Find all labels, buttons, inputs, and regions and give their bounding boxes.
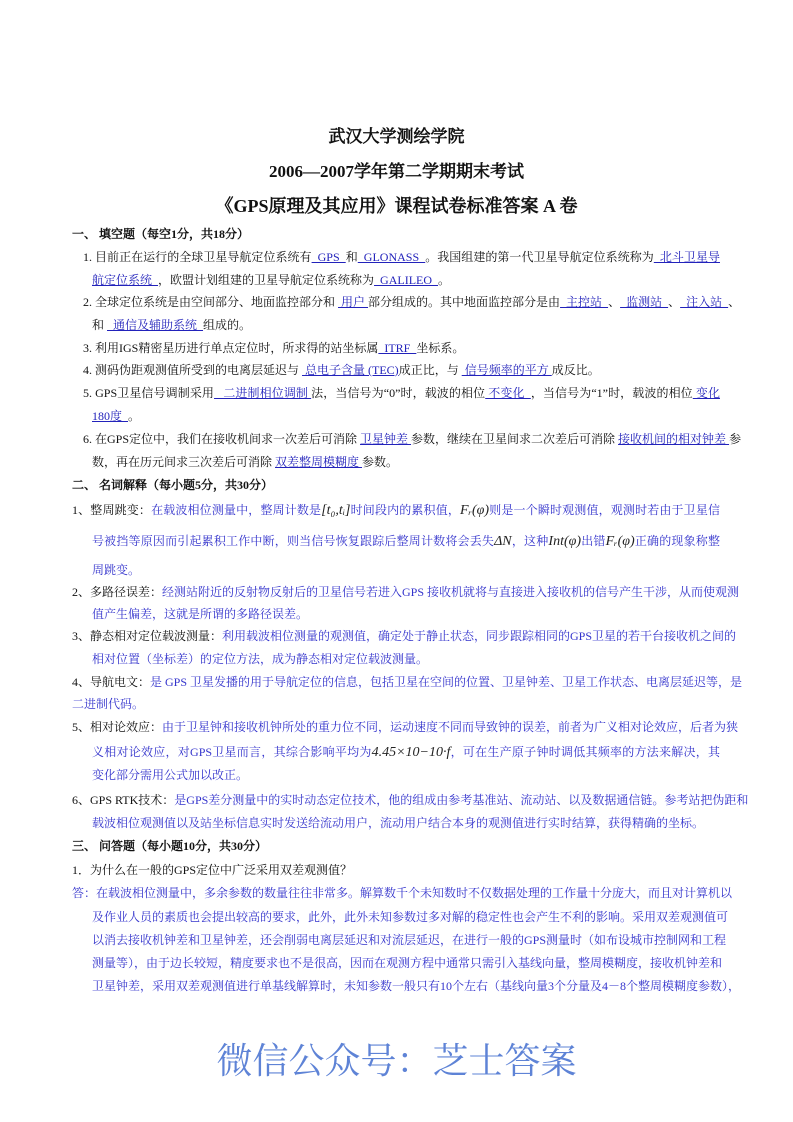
question-text: 5. GPS卫星信号调制采用 [83, 386, 215, 400]
text-line [72, 476, 273, 494]
question-text: 成正比，与 [398, 363, 462, 377]
question-text: 和 [92, 318, 108, 332]
text-line [92, 977, 741, 995]
question-text: 4. 测码伪距观测值所受到的电离层延迟与 [83, 363, 303, 377]
math-expression: Fᵣ(φ) [605, 534, 635, 549]
text-line [72, 627, 737, 645]
question-text: 参数，继续在卫星间求二次差后可消除 [411, 432, 619, 446]
answer-blank: 航定位系统 [92, 273, 159, 287]
text-line [83, 339, 464, 357]
answer-blank: 双差整周模糊度 [275, 455, 363, 469]
answer-text: 值产生偏差，这就是所谓的多路径误差。 [92, 607, 309, 621]
question-text: 。 [438, 273, 451, 287]
text-line [92, 316, 251, 334]
answer-text: 二进制代码。 [72, 697, 145, 711]
text-line [72, 861, 352, 879]
text-line [92, 908, 729, 926]
answer-text: 是GPS差分测量中的实时动态定位技术，他的组成由参考基准站、流动站、以及数据通信链。参考站把伪距和 [174, 793, 749, 807]
question-text: 成反比。 [551, 363, 600, 377]
text-line [83, 293, 741, 311]
section-heading: 二、 名词解释（每小题5分，共30分） [72, 478, 274, 492]
question-text: 、 [728, 295, 741, 309]
answer-text: 周跳变。 [92, 563, 141, 577]
text-line [92, 743, 720, 761]
answer-text: 载波相位观测值以及站坐标信息实时发送给流动用户，流动用户结合本身的观测值进行实时结算，获得精确的坐标。 [92, 816, 705, 830]
answer-text: 则是一个瞬时观测值，观测时若由于卫星信 [489, 503, 720, 517]
answer-blank: 接收机间的相对钟差 [618, 432, 730, 446]
text-line [72, 673, 743, 691]
answer-text: 在载波相位测量中，整周计数是 [151, 503, 322, 517]
answer-blank: ITRF [378, 341, 417, 355]
answer-blank: 总电子含量 (TEC) [302, 363, 399, 377]
answer-text: 及作业人员的素质也会提出较高的要求，此外，此外未知参数过多对解的稳定性也会产生不利的影响。采用双差观测值可 [92, 910, 729, 924]
question-text: 6. 在GPS定位中，我们在接收机间求一次差后可消除 [83, 432, 361, 446]
answer-text: 测量等），由于边长较短，精度要求也不是很高，因而在观测方程中通常只需引入基线向量，整周模糊度，接收机钟差和 [92, 956, 723, 970]
question-text: ，欧盟计划组建的卫星导航定位系统称为 [158, 273, 375, 287]
text-line [92, 605, 308, 623]
answer-blank: 监测站 [620, 295, 669, 309]
text-line [92, 931, 727, 949]
question-text: 3. 利用IGS精密星历进行单点定位时，所求得的站坐标属 [83, 341, 379, 355]
question-text: 组成的。 [203, 318, 252, 332]
question-text: 1．为什么在一般的GPS定位中广泛采用双差观测值？ [72, 863, 353, 877]
answer-text: 利用载波相位测量的观测值，确定处于静止状态，同步跟踪相同的GPS卫星的若干台接收机之间的 [222, 629, 737, 643]
question-text: 。我国组建的第一代卫星导航定位系统称为 [425, 250, 654, 264]
question-text: 3、静态相对定位载波测量： [72, 629, 223, 643]
text-line [72, 884, 733, 902]
section-heading: 一、 填空题（每空1分，共18分） [72, 227, 250, 241]
question-text: 部分组成的。其中地面监控部分是由 [368, 295, 561, 309]
text-line [72, 225, 249, 243]
school-title: 武汉大学测绘学院 [328, 127, 465, 146]
question-text: 数，再在历元间求三次差后可消除 [92, 455, 276, 469]
answer-text: 号被挡等原因而引起累积工作中断，则当信号恢复跟踪后整周计数将会丢失 [92, 534, 495, 548]
text-line [92, 561, 140, 579]
question-text: 1. 目前正在运行的全球卫星导航定位系统有 [83, 250, 312, 264]
answer-blank: 北斗卫星导 [653, 250, 720, 264]
math-expression: Int(φ) [548, 534, 582, 549]
answer-text: 义相对论效应，对GPS卫星而言，其综合影响平均为 [92, 745, 372, 759]
question-text: 5、相对论效应： [72, 720, 163, 734]
answer-blank: 卫星钟差 [360, 432, 412, 446]
question-text: ，当信号为“1”时，载波的相位 [530, 386, 693, 400]
answer-blank: GPS [311, 250, 346, 264]
question-text: 和 [345, 250, 358, 264]
answer-text: 经测站附近的反射物反射后的卫星信号若进入GPS 接收机就将与直接进入接收机的信号产生干涉，从而使观测 [162, 585, 740, 599]
answer-text: 由于卫星钟和接收机钟所处的重力位不同，运动速度不同而导致钟的误差，前者为广义相对论效应，后者为狭 [162, 720, 739, 734]
text-line [83, 361, 600, 379]
question-text: 参 [729, 432, 742, 446]
text-line [92, 271, 450, 289]
answer-blank: 主控站 [560, 295, 609, 309]
text-line [72, 718, 739, 736]
answer-text: 是 GPS 卫星发播的用于导航定位的信息，包括卫星在空间的位置、卫星钟差、卫星工作状态、电离层延迟等，是 [150, 675, 743, 689]
question-text: 、 [608, 295, 621, 309]
answer-blank: GLONASS [357, 250, 426, 264]
answer-text: ，可在生产原子钟时调低其频率的方法来解决，其 [450, 745, 720, 759]
text-line [92, 814, 704, 832]
text-line [72, 837, 267, 855]
answer-text: 卫星钟差，采用双差观测值进行单基线解算时，未知参数一般只有10个左右（基线向量3个分量及4－8个整周模糊度参数）， [92, 979, 741, 993]
question-text: 参数。 [362, 455, 399, 469]
question-text: 2、多路径误差： [72, 585, 163, 599]
text-line [83, 430, 742, 448]
answer-text: 相对位置（坐标差）的定位方法，成为静态相对定位载波测量。 [92, 652, 429, 666]
answer-text: 答：在载波相位测量中，多余参数的数量往往非常多。解算数千个未知数时不仅数据处理的工作量十分庞大，而且对计算机以 [72, 886, 733, 900]
answer-text: 时间段内的累积值， [350, 503, 461, 517]
answer-text: 以消去接收机钟差和卫星钟差，还会削弱电离层延迟和对流层延迟，在进行一般的GPS测量时（如布设城市控制网和工程 [92, 933, 727, 947]
text-line [83, 384, 720, 402]
question-text: 1、整周跳变： [72, 503, 152, 517]
text-line [92, 650, 428, 668]
answer-text: 变化部分需用公式加以改正。 [92, 768, 249, 782]
question-text: 4、导航电文： [72, 675, 151, 689]
term-title: 2006—2007学年第二学期期末考试 [269, 162, 524, 181]
question-text: 、 [668, 295, 681, 309]
question-text: 法，当信号为“0”时，载波的相位 [311, 386, 486, 400]
question-text: 。 [128, 409, 141, 423]
text-line [83, 248, 720, 266]
text-line [72, 583, 740, 601]
text-line [72, 501, 720, 519]
text-line [92, 407, 140, 425]
answer-text: ，这种 [511, 534, 549, 548]
question-text: 6、GPS RTK技术： [72, 793, 175, 807]
text-line [92, 453, 398, 471]
question-text: 2. 全球定位系统是由空间部分、地面监控部分和 [83, 295, 339, 309]
math-expression: [t₀,tᵢ] [321, 503, 351, 518]
answer-blank: 变化 [692, 386, 720, 400]
answer-blank: 二进制相位调制 [214, 386, 312, 400]
exam-title: 《GPS原理及其应用》课程试卷标准答案 A 卷 [215, 196, 578, 216]
answer-blank: 信号频率的平方 [461, 363, 552, 377]
answer-text: 出错 [581, 534, 606, 548]
question-text: 坐标系。 [416, 341, 465, 355]
text-line [72, 695, 144, 713]
answer-blank: 通信及辅助系统 [107, 318, 204, 332]
answer-blank: GALILEO [374, 273, 439, 287]
text-line [92, 766, 248, 784]
answer-blank: 用户 [338, 295, 369, 309]
math-expression: ΔN [494, 534, 512, 549]
watermark: 微信公众号：芝士答案 [216, 1041, 577, 1082]
answer-blank: 不变化 [485, 386, 531, 400]
answer-text: 正确的现象称整 [634, 534, 720, 548]
math-expression: Fᵣ(φ) [460, 503, 490, 518]
text-line [92, 532, 720, 550]
answer-blank: 注入站 [680, 295, 729, 309]
text-line [92, 954, 723, 972]
math-expression: 4.45×10−10·f [371, 745, 451, 760]
section-heading: 三、 问答题（每小题10分，共30分） [72, 839, 268, 853]
text-line [72, 791, 749, 809]
answer-blank: 180度 [92, 409, 129, 423]
